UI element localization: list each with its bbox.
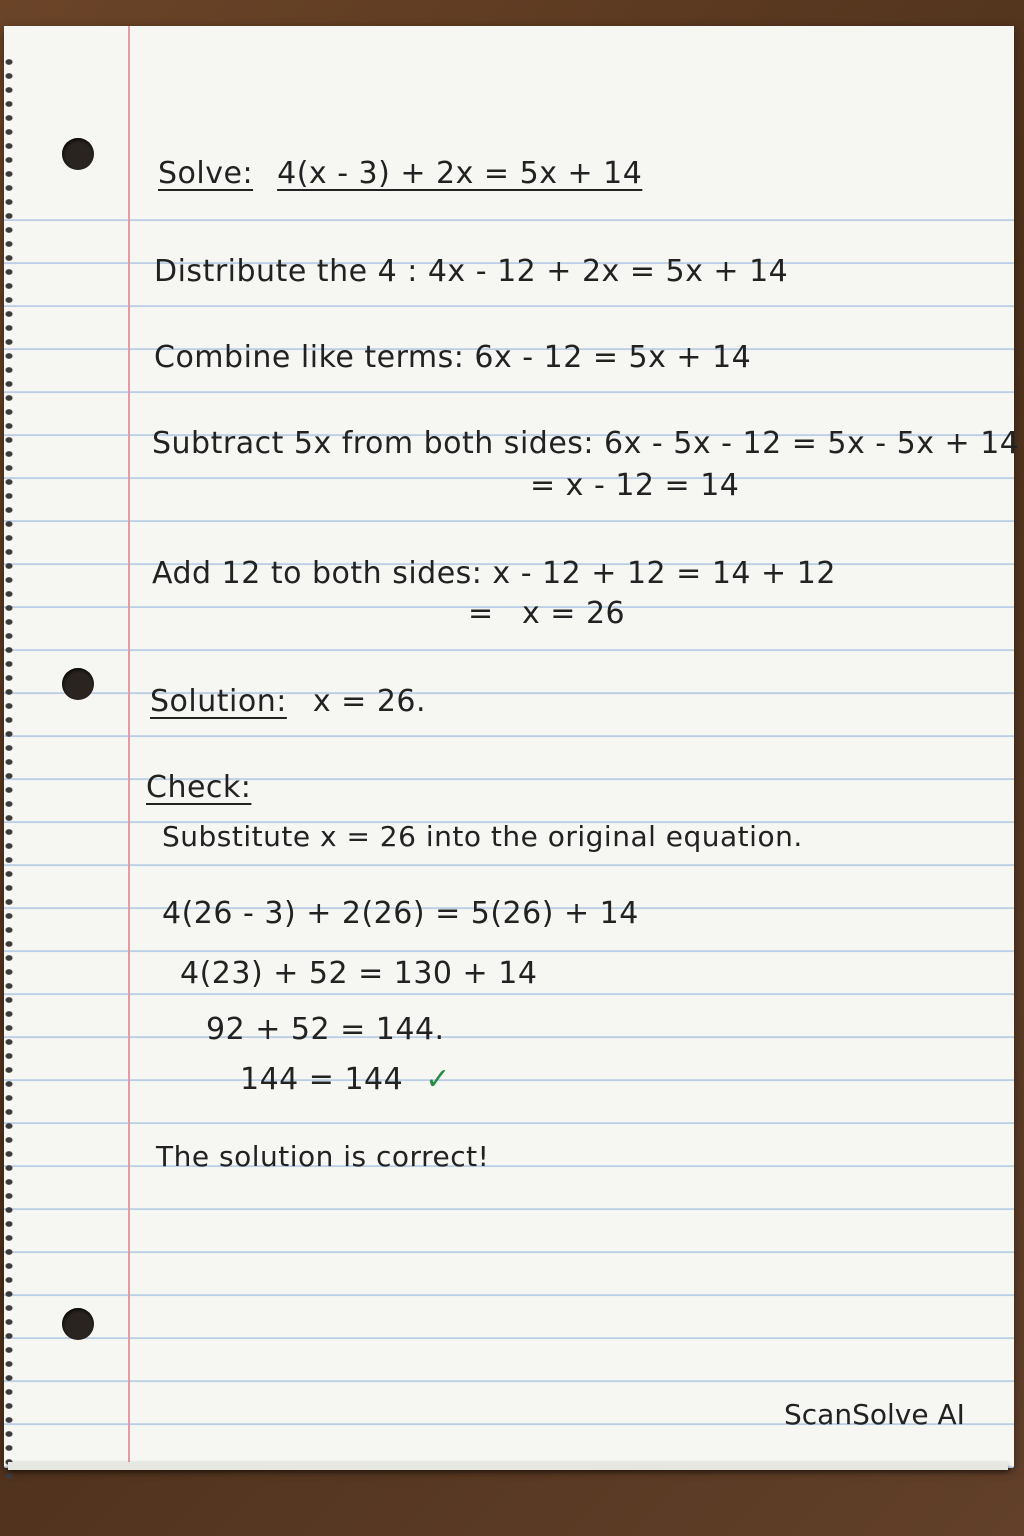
- paper-stack-edge: [8, 1462, 1008, 1470]
- solution-value: x = 26.: [312, 684, 427, 719]
- brand-signature: ScanSolve AI: [784, 1398, 965, 1431]
- check-line-4-text: 144 = 144: [240, 1062, 404, 1097]
- check-intro: Substitute x = 26 into the original equation.: [162, 820, 803, 853]
- solution-label: Solution:: [150, 684, 287, 719]
- solution-line: [150, 684, 426, 719]
- step-subtract-result: = x - 12 = 14: [530, 468, 740, 503]
- check-line-2: 4(23) + 52 = 130 + 14: [180, 956, 538, 991]
- step-subtract: Subtract 5x from both sides: 6x - 5x - 12 = 5x - 5x + 14: [152, 426, 1020, 461]
- solve-label: Solve:: [158, 156, 254, 191]
- checkmark-icon: ✓: [425, 1062, 451, 1097]
- step-add-result: x = 26: [522, 596, 626, 631]
- check-line-1: 4(26 - 3) + 2(26) = 5(26) + 14: [162, 896, 639, 931]
- notebook-page: [4, 26, 1020, 1468]
- punch-hole-middle: [62, 668, 94, 700]
- step-distribute: Distribute the 4 : 4x - 12 + 2x = 5x + 14: [154, 254, 789, 289]
- spiral-binding: [4, 56, 16, 1486]
- margin-line: [128, 26, 130, 1468]
- check-heading: Check:: [146, 770, 252, 805]
- conclusion: The solution is correct!: [156, 1140, 490, 1173]
- problem-equation: 4(x - 3) + 2x = 5x + 14: [277, 156, 643, 191]
- step-combine: Combine like terms: 6x - 12 = 5x + 14: [154, 340, 752, 375]
- check-line-3: 92 + 52 = 144.: [206, 1012, 445, 1047]
- punch-hole-top: [62, 138, 94, 170]
- step-add-equals: =: [468, 596, 494, 631]
- page-header-space: [4, 26, 1014, 176]
- step-add: Add 12 to both sides: x - 12 + 12 = 14 + 12: [152, 556, 836, 591]
- check-line-4: [240, 1062, 451, 1097]
- problem-statement: [158, 156, 642, 191]
- punch-hole-bottom: [62, 1308, 94, 1340]
